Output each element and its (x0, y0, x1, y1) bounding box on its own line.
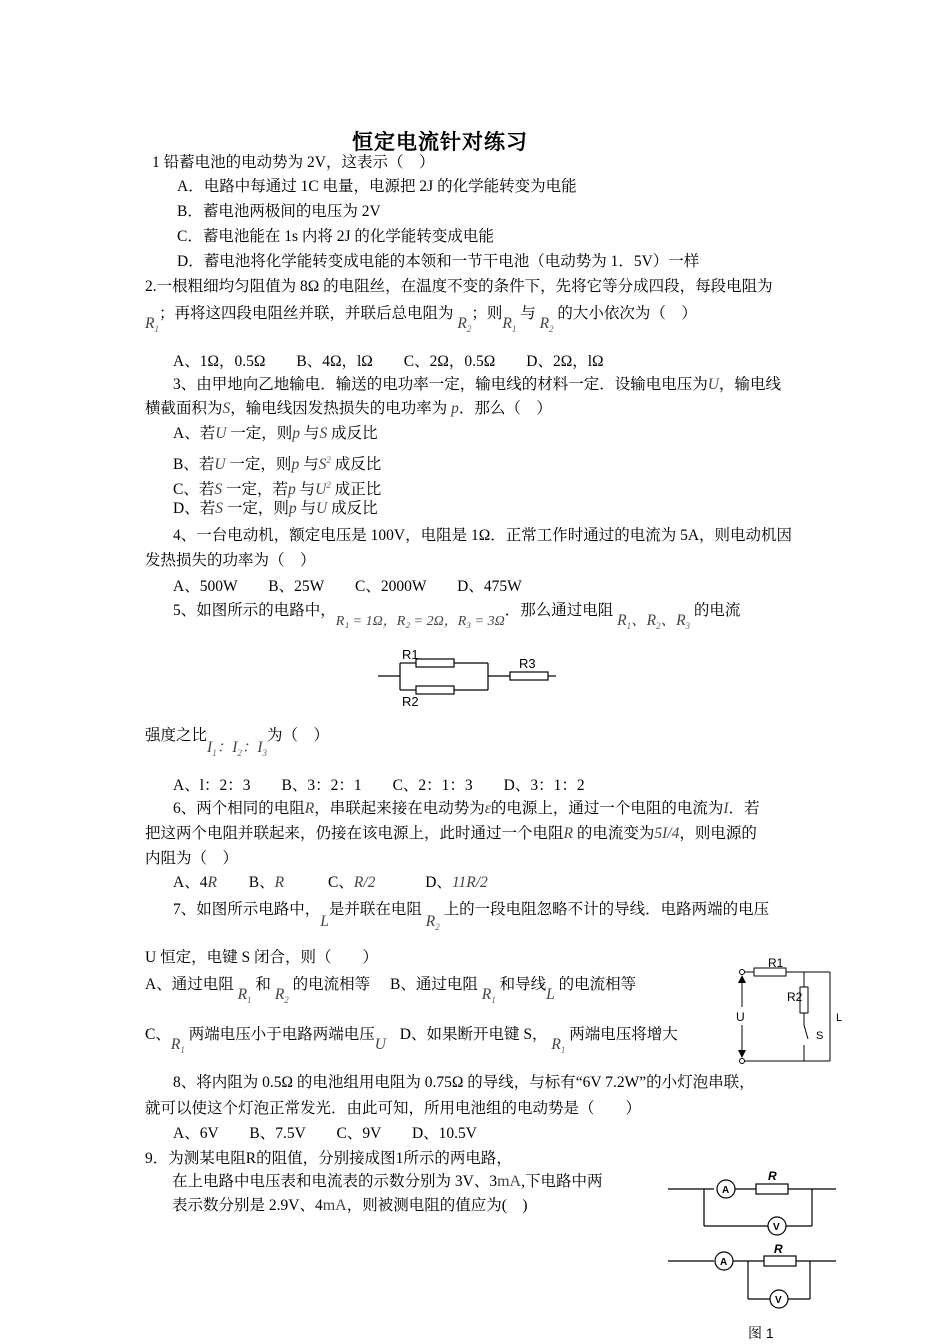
q6-options: A、4R B、R C、R/2 D、11R/2 (173, 874, 488, 891)
q3-option-a: A、若U 一定，则p 与S 成反比 (173, 425, 378, 442)
q9-bottom-ammeter-label: A (720, 1257, 728, 1268)
q9-figure-caption: 图 1 (748, 1325, 774, 1341)
q3-option-d: D、若S 一定，则p 与U 成反比 (173, 500, 378, 517)
q9-bottom-resistor-label: R (774, 1242, 783, 1256)
q6-line3: 内阻为（ ） (145, 850, 239, 867)
q9-line2: 在上电路中电压表和电流表的示数分别为 3V、3mA,下电路中两 (172, 1173, 603, 1190)
q7-label-r2: R2 (787, 990, 803, 1004)
q7-options-cd: C、$R_1$ 两端电压小于电路两端电压U D、如果断开电键 S， $R_1$ 两端电压将增大 (145, 1026, 678, 1056)
q7-label-r1: R1 (768, 956, 784, 970)
q1-option-a: A．电路中每通过 1C 电量，电源把 2J 的化学能转变为电能 (177, 178, 577, 195)
q5-line2: 强度之比$I_1$：$I_2$：$I_3$为（ ） (145, 727, 330, 759)
q9-top-resistor-label: R (768, 1169, 777, 1183)
q1-stem: 1 铅蓄电池的电动势为 2V，这表示（ ） (152, 154, 435, 171)
q6-line1: 6、两个相同的电阻R，串联起来接在电动势为ε的电源上，通过一个电阻的电流为I．若 (173, 800, 760, 817)
q5-circuit-diagram (376, 646, 556, 708)
q1-option-d: D．蓄电池将化学能转变成电能的本领和一节干电池（电动势为 1．5V）一样 (177, 253, 700, 270)
q8-line2: 就可以使这个灯泡正常发光．由此可知，所用电池组的电动势是（ ） (145, 1100, 642, 1117)
q4-options: A、500W B、25W C、2000W D、475W (173, 578, 522, 595)
q9-line3: 表示数分别是 2.9V、4mA，则被测电阻的值应为( ) (172, 1197, 528, 1214)
q1-option-b: B．蓄电池两极间的电压为 2V (177, 203, 381, 220)
q9-top-ammeter-label: A (722, 1185, 730, 1196)
q3-line1: 3、由甲地向乙地输电．输送的电功率一定，输电线的材料一定．设输电电压为U，输电线 (173, 376, 781, 393)
q3-option-c: C、若S 一定，若p 与$U^2$ 成正比 (173, 480, 382, 499)
q9-line1: 9．为测某电阻R的阻值，分别接成图1所示的两电路， (145, 1150, 512, 1167)
q3-line2: 横截面积为S，输电线因发热损失的电功率为 p．那么（ ） (145, 400, 552, 417)
q3-option-b: B、若U 一定，则p 与$S^2$ 成反比 (173, 455, 382, 474)
q7-line1: 7、如图所示电路中，L是并联在电阻 $R_2$ 上的一段电阻忽略不计的导线．电路两端的电压 (173, 901, 770, 933)
q8-line1: 8、将内阻为 0.5Ω 的电池组用电阻为 0.75Ω 的导线，与标有“6V 7.2W”的小灯泡串联， (173, 1074, 755, 1091)
q2-options: A、1Ω，0.5Ω B、4Ω，lΩ C、2Ω，0.5Ω D、2Ω，lΩ (173, 353, 604, 370)
q5-line1: 5、如图所示的电路中，R₁ = 1Ω，R₂ = 2Ω，R₃ = 3Ω．那么通过电阻 $R_1$、$R_2$、$R_3$ 的电流 (173, 602, 741, 632)
q8-options: A、6V B、7.5V C、9V D、10.5V (173, 1125, 477, 1142)
q4-line1: 4、一台电动机，额定电压是 100V，电阻是 1Ω．正常工作时通过的电流为 5A，则电动机因 (173, 527, 793, 544)
q2-line2: $R_1$；再将这四段电阻丝并联，并联后总电阻为 $R_2$；则$R_1$ 与 $R_2$ 的大小依次为（ ） (145, 305, 697, 335)
q5-label-r2: R2 (402, 694, 419, 708)
q5-label-r1: R1 (402, 647, 419, 662)
q1-option-c: C．蓄电池能在 1s 内将 2J 的化学能转变成电能 (177, 228, 494, 245)
q6-line2: 把这两个电阻并联起来，仍接在该电源上，此时通过一个电阻R 的电流变为5I/4，则电源的 (145, 825, 757, 842)
q7-circuit-diagram (730, 955, 850, 1070)
q9-bottom-voltmeter-label: V (775, 1295, 782, 1306)
page-title: 恒定电流针对练习 (352, 130, 528, 154)
q2-line1: 2.一根粗细均匀阻值为 8Ω 的电阻丝，在温度不变的条件下，先将它等分成四段，每段电阻为 (145, 278, 773, 295)
q4-line2: 发热损失的功率为（ ） (145, 552, 316, 569)
q5-options: A、l：2：3 B、3：2：1 C、2：1：3 D、3：1：2 (173, 777, 585, 794)
q7-label-l: L (836, 1012, 843, 1024)
q9-circuit-figure (664, 1168, 844, 1344)
q9-top-voltmeter-label: V (773, 1222, 780, 1233)
q7-label-u: U (736, 1010, 745, 1024)
q7-line2: U 恒定，电键 S 闭合，则（ ） (145, 949, 378, 966)
q5-label-r3: R3 (519, 656, 536, 671)
q7-options-ab: A、通过电阻 $R_1$ 和 $R_2$ 的电流相等 B、通过电阻 $R_1$ 和导线L 的电流相等 (145, 976, 637, 1006)
q7-label-s: S (816, 1030, 824, 1042)
